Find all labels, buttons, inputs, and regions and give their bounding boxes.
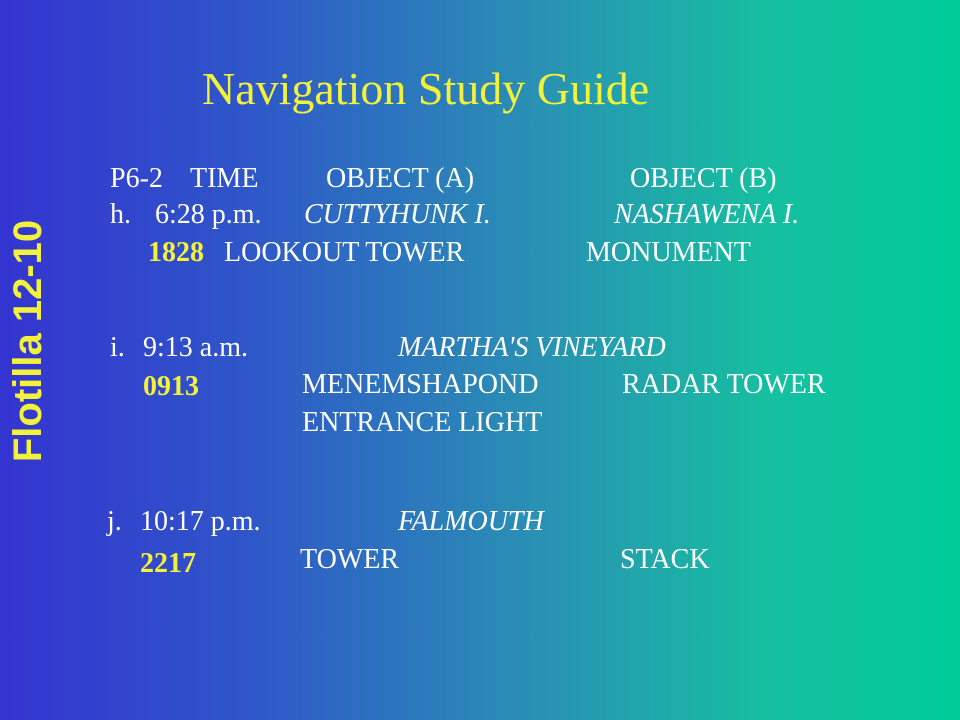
row-h-time: 6:28 p.m. xyxy=(155,199,262,230)
row-j-label: j. xyxy=(107,506,122,537)
page-title: Navigation Study Guide xyxy=(202,63,650,114)
row-i-time24: 0913 xyxy=(143,371,199,402)
row-j-time: 10:17 p.m. xyxy=(140,506,261,537)
row-i-object-a-line2: ENTRANCE LIGHT xyxy=(302,407,543,438)
side-label: Flotilla 12-10 xyxy=(6,219,50,463)
header-object-b: OBJECT (B) xyxy=(630,163,777,194)
row-i-label: i. xyxy=(110,332,125,363)
row-j-time24: 2217 xyxy=(140,548,196,579)
header-time: TIME xyxy=(190,163,259,194)
row-j-object-a: TOWER xyxy=(300,544,400,575)
row-h-label: h. xyxy=(110,199,131,230)
row-i-time: 9:13 a.m. xyxy=(143,332,248,363)
header-object-a: OBJECT (A) xyxy=(326,163,475,194)
row-h-chart-b: NASHAWENA I. xyxy=(614,199,800,230)
row-h-time24: 1828 xyxy=(148,237,204,268)
row-j-object-b: STACK xyxy=(620,544,710,575)
row-j-chart: FALMOUTH xyxy=(398,506,544,537)
row-h-chart-a: CUTTYHUNK I. xyxy=(304,199,491,230)
row-i-object-b: RADAR TOWER xyxy=(622,369,826,400)
header-problem: P6-2 xyxy=(110,163,163,194)
row-h-object-a: LOOKOUT TOWER xyxy=(224,237,465,268)
row-i-object-a-line1: MENEMSHAPOND xyxy=(302,369,539,400)
row-h-object-b: MONUMENT xyxy=(586,237,751,268)
row-i-chart: MARTHA'S VINEYARD xyxy=(398,332,666,363)
